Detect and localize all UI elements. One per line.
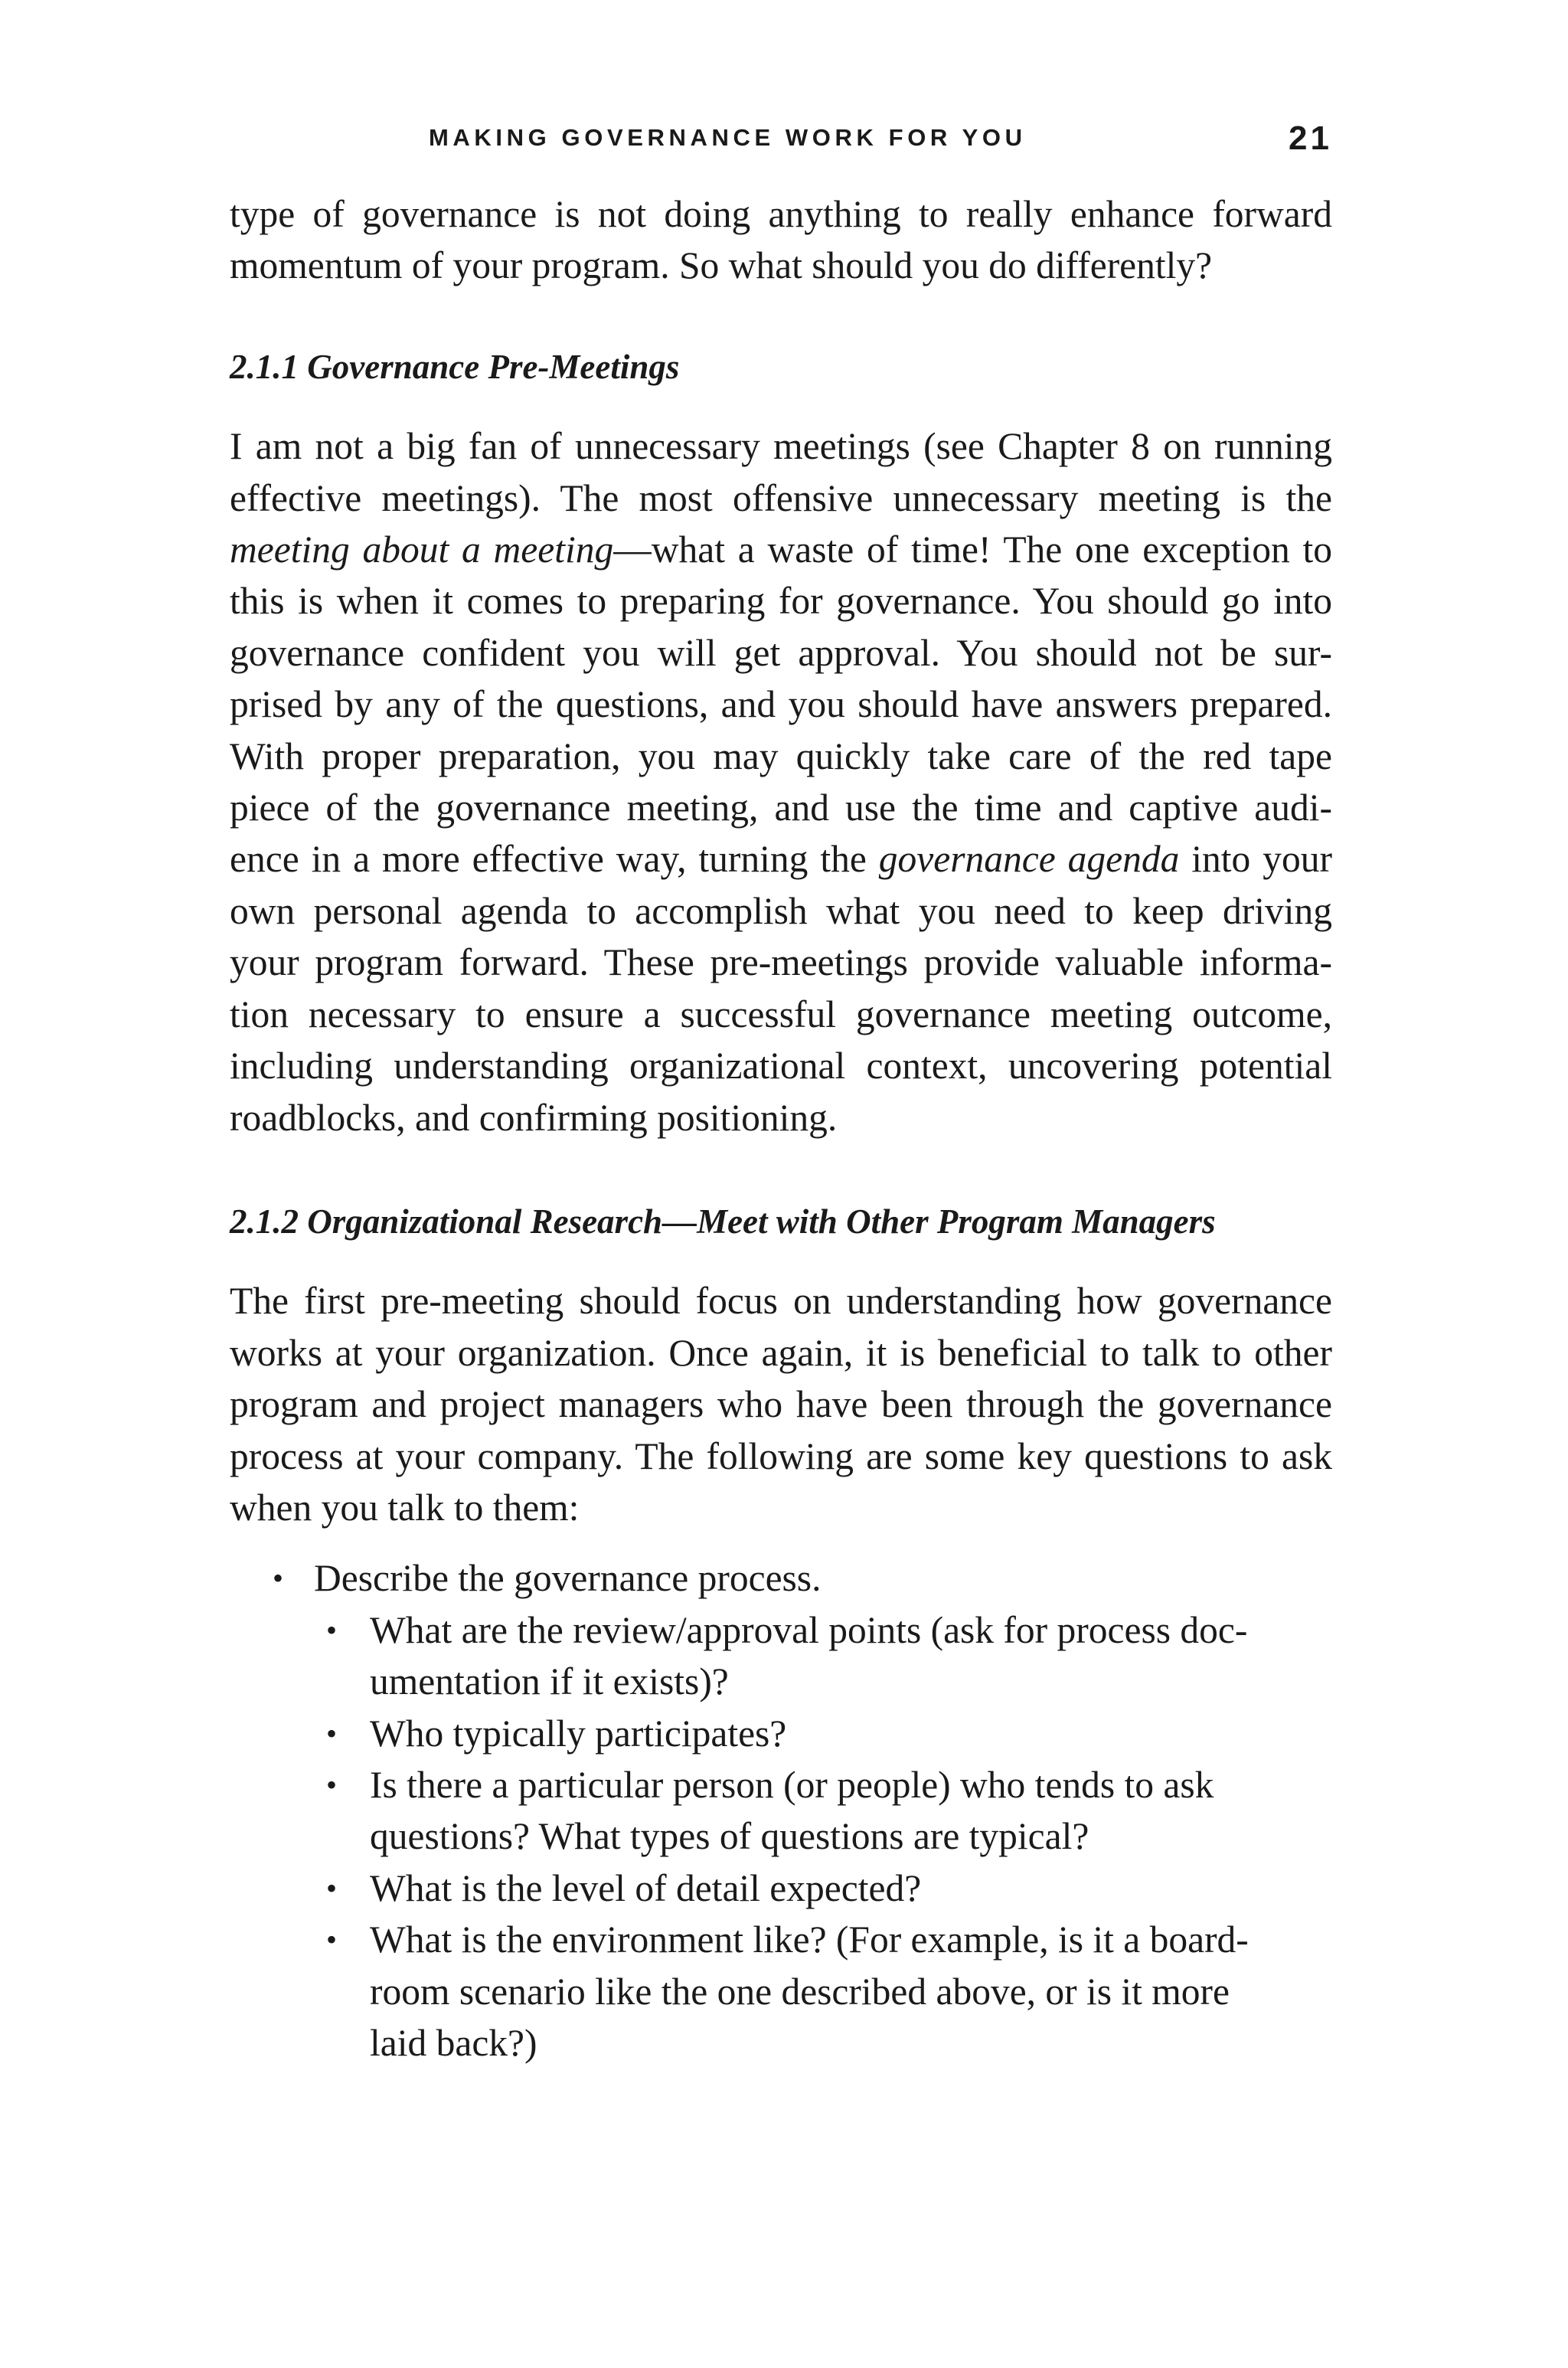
list-item-text: What is the level of detail expected? — [370, 1866, 922, 1909]
text-line: tion necessary to ensure a successful governance meeting outcome, — [230, 993, 1332, 1035]
bullet-icon: • — [326, 1715, 338, 1751]
bullet-icon: • — [326, 1922, 338, 1958]
text-span: ence in a more effective way, turning the — [230, 838, 879, 881]
section-1-paragraph — [230, 420, 1332, 1143]
text-line: governance confident you will get approval. You should not be sur- — [230, 631, 1332, 674]
emphasis-meeting-about-a-meeting: meeting about a meeting — [230, 528, 614, 571]
text-line: including understanding organizational context, uncovering potential — [230, 1045, 1332, 1088]
intro-paragraph — [230, 188, 1332, 292]
emphasis-governance-agenda: governance agenda — [878, 838, 1180, 881]
text-line: I am not a big fan of unnecessary meetings (see Chapter 8 on running — [230, 425, 1332, 468]
text-line: works at your organization. Once again, it is beneficial to talk to other — [230, 1331, 1332, 1374]
text-line: momentum of your program. So what should you do differently? — [230, 244, 1213, 287]
text-line: when you talk to them: — [230, 1486, 580, 1529]
running-head — [230, 119, 1335, 173]
text-line — [230, 524, 1332, 575]
list-item-text: What is the environment like? (For example, is it a board- — [370, 1918, 1249, 1961]
text-line: With proper preparation, you may quickly take care of the red tape — [230, 734, 1332, 777]
list-item-text: Describe the governance process. — [314, 1557, 822, 1600]
text-line — [230, 833, 1332, 885]
list-item-text: umentation if it exists)? — [370, 1660, 729, 1703]
list-item-text: Who typically participates? — [370, 1712, 787, 1755]
page-body — [230, 188, 1332, 2069]
text-line: prised by any of the questions, and you should have answers prepared. — [230, 683, 1332, 726]
bullet-icon: • — [326, 1612, 338, 1647]
text-line: this is when it comes to preparing for governance. You should go into — [230, 580, 1332, 623]
text-line: own personal agenda to accomplish what you need to keep driving — [230, 889, 1332, 932]
list-item-text: What are the review/approval points (ask for process doc- — [370, 1608, 1248, 1651]
text-span: into your — [1179, 838, 1332, 881]
section-heading-organizational-research: 2.1.2 Organizational Research—Meet with Other Program Managers — [230, 1202, 1216, 1241]
sub-list-item — [230, 1863, 1194, 1914]
text-line: process at your company. The following are some key questions to ask — [230, 1434, 1332, 1477]
text-line: The first pre-meeting should focus on understanding how governance — [230, 1280, 1332, 1323]
running-title: MAKING GOVERNANCE WORK FOR YOU — [429, 124, 1027, 151]
sub-list-item — [230, 1604, 1248, 1708]
section-heading-governance-pre-meetings: 2.1.1 Governance Pre-Meetings — [230, 347, 680, 386]
sub-list-item — [230, 1759, 1214, 1863]
text-line: your program forward. These pre-meetings provide valuable informa- — [230, 941, 1332, 984]
list-item-text: questions? What types of questions are typical? — [370, 1815, 1089, 1858]
text-line: roadblocks, and confirming positioning. — [230, 1096, 838, 1139]
bullet-icon: • — [273, 1561, 284, 1596]
list-item-text: Is there a particular person (or people) who tends to ask — [370, 1763, 1214, 1806]
sub-list-item — [230, 1914, 1249, 2069]
list-item — [230, 1552, 1332, 1604]
section-2-paragraph — [230, 1275, 1332, 1533]
text-line: effective meetings). The most offensive unnecessary meeting is the — [230, 476, 1332, 519]
page-number: 21 — [1289, 119, 1332, 157]
text-span: —what a waste of time! The one exception to — [613, 528, 1333, 571]
text-line: type of governance is not doing anything to really enhance forward — [230, 193, 1332, 235]
sub-list-item — [230, 1708, 1194, 1759]
bullet-icon: • — [326, 1870, 338, 1905]
list-item-text: laid back?) — [370, 2022, 537, 2064]
question-list — [230, 1552, 1332, 2069]
text-line: piece of the governance meeting, and use the time and captive audi- — [230, 787, 1332, 829]
text-line: program and project managers who have been through the governance — [230, 1383, 1332, 1426]
list-item-text: room scenario like the one described above, or is it more — [370, 1970, 1230, 2013]
bullet-icon: • — [326, 1767, 338, 1802]
